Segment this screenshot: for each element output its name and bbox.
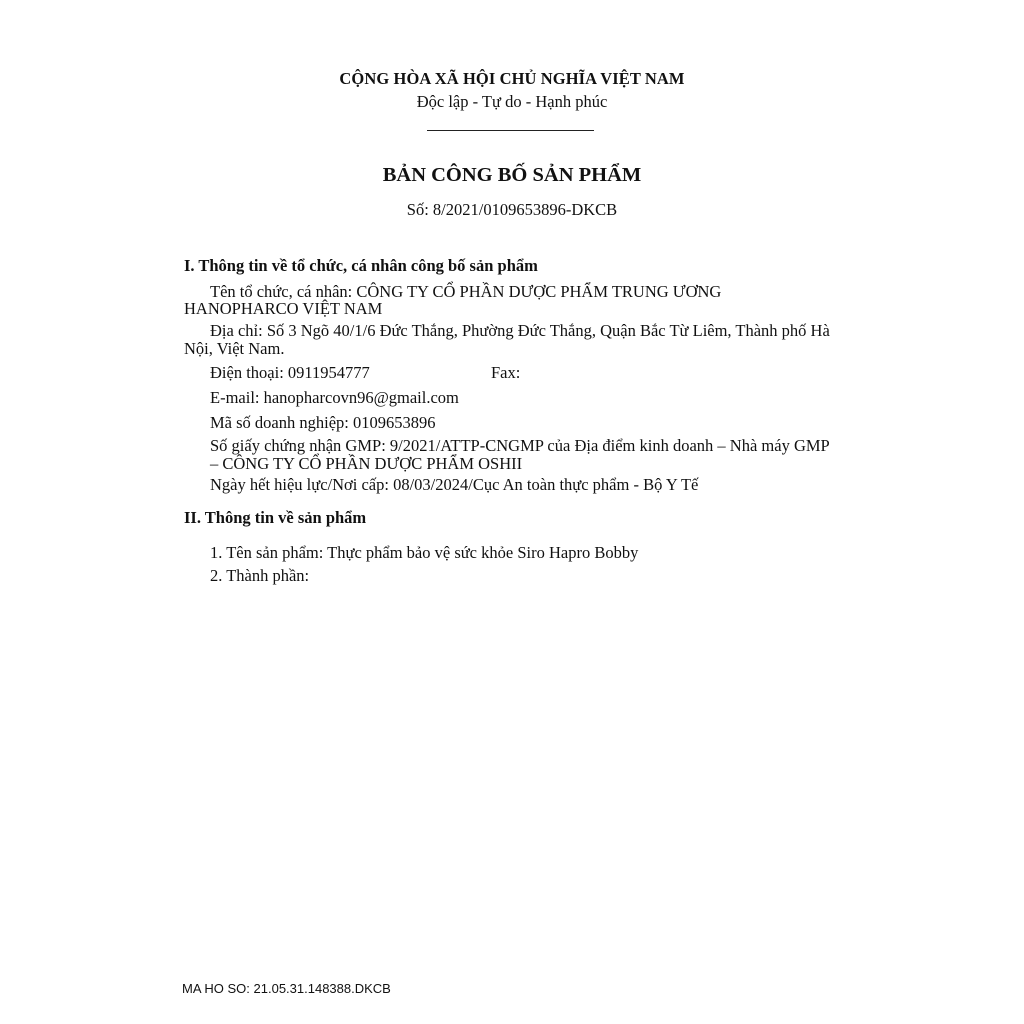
ingredients-label: 2. Thành phần: — [210, 566, 310, 585]
gmp-certificate-line-1: Số giấy chứng nhận GMP: 9/2021/ATTP-CNGMP của Địa điểm kinh doanh – Nhà máy GMP — [210, 436, 830, 455]
email-address: E-mail: hanopharcovn96@gmail.com — [210, 388, 459, 407]
section-1-heading: I. Thông tin về tổ chức, cá nhân công bố sản phẩm — [184, 256, 538, 275]
phone-number: Điện thoại: 0911954777 — [210, 363, 370, 382]
document-number: Số: 8/2021/0109653896-DKCB — [406, 200, 618, 219]
org-name-line-2: HANOPHARCO VIỆT NAM — [184, 299, 383, 318]
national-motto: Độc lập - Tự do - Hạnh phúc — [416, 92, 608, 111]
gmp-certificate-line-2: – CÔNG TY CỔ PHẦN DƯỢC PHẨM OSHII — [210, 454, 523, 473]
address-line-2: Nội, Việt Nam. — [184, 339, 285, 358]
validity-issuer: Ngày hết hiệu lực/Nơi cấp: 08/03/2024/Cục An toàn thực phẩm - Bộ Y Tế — [210, 475, 699, 494]
org-name-line-1: Tên tổ chức, cá nhân: CÔNG TY CỔ PHẦN DƯỢC PHẨM TRUNG ƯƠNG — [210, 282, 722, 301]
address-line-1: Địa chỉ: Số 3 Ngõ 40/1/6 Đức Thắng, Phường Đức Thắng, Quận Bắc Từ Liêm, Thành phố Hà — [210, 321, 830, 340]
national-title: CỘNG HÒA XÃ HỘI CHỦ NGHĨA VIỆT NAM — [339, 69, 685, 88]
record-code: MA HO SO: 21.05.31.148388.DKCB — [182, 981, 391, 996]
business-code: Mã số doanh nghiệp: 0109653896 — [210, 413, 436, 432]
motto-underline — [427, 130, 594, 131]
fax-label: Fax: — [491, 363, 521, 382]
product-name: 1. Tên sản phẩm: Thực phẩm bảo vệ sức khỏe Siro Hapro Bobby — [210, 543, 639, 562]
section-2-heading: II. Thông tin về sản phẩm — [184, 508, 367, 527]
document-title: BẢN CÔNG BỐ SẢN PHẨM — [382, 164, 642, 186]
